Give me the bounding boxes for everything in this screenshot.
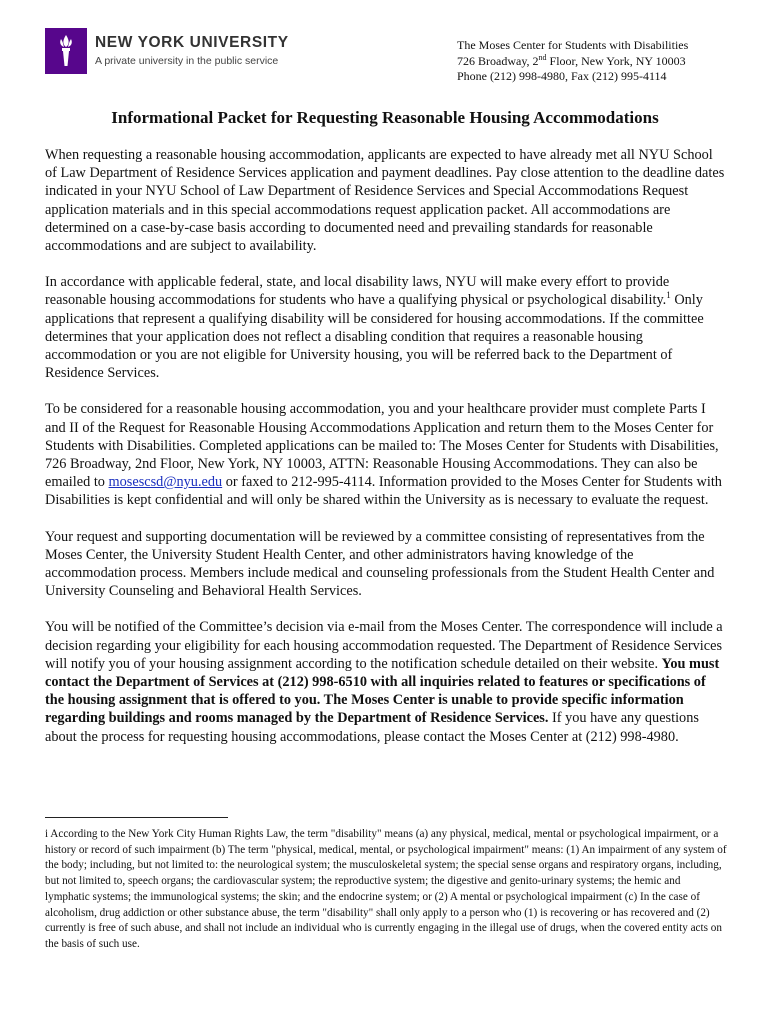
document-body bbox=[45, 146, 727, 764]
address-line-2 bbox=[457, 54, 688, 70]
address-line-3: Phone (212) 998-4980, Fax (212) 995-4114 bbox=[457, 69, 667, 83]
paragraph-eligibility-text-b: Only applications that represent a qualifying disability will be considered for housing accommodations. If the committee determines that your application does not reflect a disabling condition that requires a reasonable housing accommodation or you are not eligible for University housing, you will be referred back to the Department of Residence Services. bbox=[45, 292, 704, 382]
university-tagline: A private university in the public service bbox=[95, 55, 279, 67]
paragraph-notification-text-a: You will be notified of the Committee’s decision via e-mail from the Moses Center. The correspondence will include a decision regarding your eligibility for each housing accommodation requested. The Department of Residence Services will notify you of your housing assignment according to the notification schedule detailed on their website. bbox=[45, 619, 723, 672]
paragraph-submission-text-a: To be considered for a reasonable housing accommodation, you and your healthcare provider must complete Parts I and II of the Request for Reasonable Housing Accommodations Application and return them to the Moses Center for Students with Disabilities. Completed applications can be mailed to: The Moses Center for Students with Disabilities, 726 Broadway, 2nd Floor, New York, NY 10003, ATTN: Reasonable Housing Accommodations. They can also be emailed to bbox=[45, 401, 719, 491]
footnote: i According to the New York City Human Rights Law, the term "disability" means (a) any physical, medical, mental or psychological impairment, or a history or record of such impairment (b) The term "physical, medical, mental, or psychological impairment" means: (1) An impairment of any system of the body; including, but not limited to: the neurological system; the musculoskeletal system; the special sense organs and respiratory organs, including, but not limited to, speech organs; the cardiovascular system; the reproductive system; the digestive and genito-urinary systems; the hemic and lymphatic systems; the immunological systems; the skin; and the endocrine system; or (2) A mental or psychological impairment (c) In the case of alcoholism, drug addiction or other substance abuse, the term "disability" shall only apply to a person who (1) is recovering or has recovered and (2) currently is free of such abuse, and shall not include an individual who is currently engaging in the illegal use of drugs, when the covered entity acts on the basis of such use. bbox=[45, 828, 727, 950]
paragraph-notification-bold: You must contact the Department of Services at (212) 998-6510 with all inquiries related to features or specifications of the housing assignment that is offered to you. The Moses Center is unable to provide specific information regarding buildings and rooms managed by the Department of Residence Services. bbox=[45, 655, 720, 727]
paragraph-deadlines: When requesting a reasonable housing accommodation, applicants are expected to have already met all NYU School of Law Department of Residence Services application and payment deadlines. Pay close attention to the deadline dates indicated in your NYU School of Law Department of Residence Services and Special Accommodations Request application materials and in this special accommodations request application packet. All accommodations are determined on a case-by-case basis according to documented need and prevailing standards for reasonable accommodations and are subject to availability. bbox=[45, 147, 725, 255]
paragraph-eligibility bbox=[45, 273, 727, 382]
paragraph-notification bbox=[45, 618, 727, 745]
address-street: 726 Broadway, 2 bbox=[457, 53, 539, 68]
paragraph-committee: Your request and supporting documentation will be reviewed by a committee consisting of representatives from the Moses Center, the University Student Health Center, and other administrators having knowledge of the accommodation process. Members include medical and counseling professionals from the Student Health Center and University Counseling and Behavioral Health Services. bbox=[45, 528, 715, 600]
address-city: Floor, New York, NY 10003 bbox=[546, 53, 686, 68]
address-ordinal-suffix: nd bbox=[538, 52, 547, 62]
paragraph-submission bbox=[45, 400, 727, 509]
paragraph-eligibility-text-a: In accordance with applicable federal, state, and local disability laws, NYU will make every effort to provide reasonable housing accommodations for students who have a qualifying physical or psychological disability. bbox=[45, 274, 670, 309]
paragraph-notification-text-b: If you have any questions about the process for requesting housing accommodations, please contact the Moses Center at (212) 998-4980. bbox=[45, 710, 699, 745]
email-link[interactable]: mosescsd@nyu.edu bbox=[108, 474, 223, 491]
contact-address bbox=[457, 38, 688, 85]
footnote-divider bbox=[45, 817, 228, 818]
paragraph-submission-text-b: or faxed to 212-995-4114. Information provided to the Moses Center for Students with Disabilities is kept confidential and will only be shared within the University as is necessary to evaluate the request. bbox=[45, 474, 722, 509]
nyu-torch-icon bbox=[45, 28, 87, 74]
nyu-logo bbox=[45, 28, 289, 74]
footnote-marker: 1 bbox=[666, 290, 671, 301]
page-title: Informational Packet for Requesting Reasonable Housing Accommodations bbox=[111, 108, 659, 127]
university-name: NEW YORK UNIVERSITY bbox=[95, 34, 289, 51]
address-line-1: The Moses Center for Students with Disabilities bbox=[457, 38, 689, 52]
